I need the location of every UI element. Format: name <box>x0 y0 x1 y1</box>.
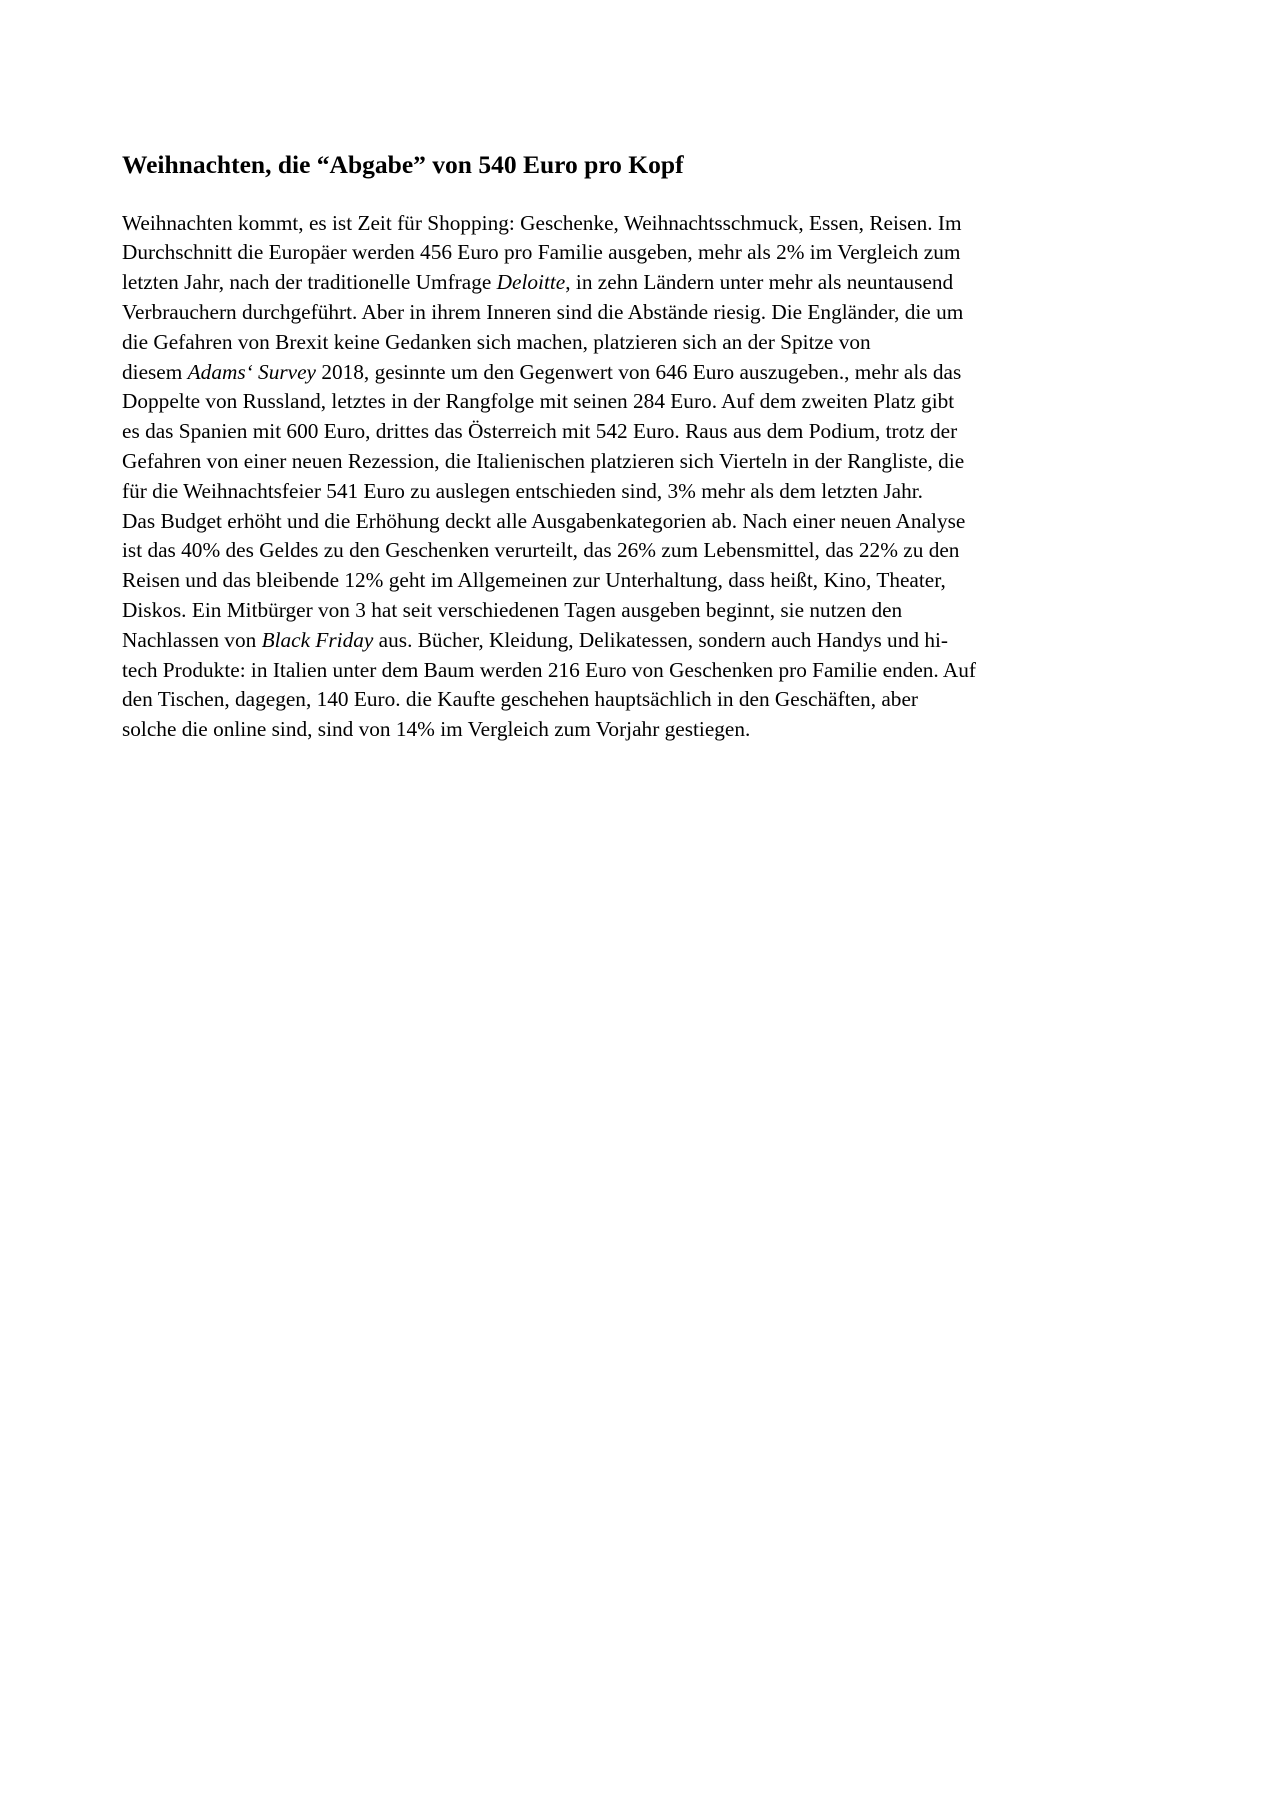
body-text-run: Gefahren von einer neuen Rezession, die Italienischen platzieren sich Vierteln in der Rangliste, die <box>122 448 965 473</box>
body-text-run: diesem <box>122 359 188 384</box>
body-text-run: Diskos. Ein Mitbürger von 3 hat seit verschiedenen Tagen ausgeben beginnt, sie nutzen den <box>122 597 903 622</box>
body-text-run: Doppelte von Russland, letztes in der Rangfolge mit seinen 284 Euro. Auf dem zweiten Platz gibt <box>122 389 955 414</box>
body-text-run: aus. Bücher, Kleidung, Delikatessen, sondern auch Handys und hi- <box>373 627 948 652</box>
body-line <box>122 507 1167 537</box>
body-text-run: Reisen und das bleibende 12% geht im Allgemeinen zur Unterhaltung, dass heißt, Kino, Theater, <box>122 568 946 593</box>
document-body <box>122 209 1167 745</box>
body-line <box>122 536 1167 566</box>
body-line <box>122 298 1167 328</box>
italic-text: Adams‘ Survey <box>187 359 316 384</box>
body-text-run: Durchschnitt die Europäer werden 456 Euro pro Familie ausgeben, mehr als 2% im Vergleich zum <box>122 240 961 265</box>
body-text-run: 2018, gesinnte um den Gegenwert von 646 Euro auszugeben., mehr als das <box>316 359 962 384</box>
body-line <box>122 417 1167 447</box>
body-line <box>122 477 1167 507</box>
body-text-run: Nachlassen von <box>122 627 262 652</box>
italic-text: Black Friday <box>261 627 374 652</box>
body-text-run: letzten Jahr, nach der traditionelle Umfrage <box>122 270 497 295</box>
body-line <box>122 715 1167 745</box>
body-line <box>122 209 1167 239</box>
body-text-run: es das Spanien mit 600 Euro, drittes das Österreich mit 542 Euro. Raus aus dem Podium, trotz der <box>122 419 958 444</box>
document-content <box>122 150 1167 745</box>
body-text-run: solche die online sind, sind von 14% im Vergleich zum Vorjahr gestiegen. <box>122 717 751 742</box>
body-text-run: den Tischen, dagegen, 140 Euro. die Kaufte geschehen hauptsächlich in den Geschäften, aber <box>122 687 919 712</box>
body-text-run: , in zehn Ländern unter mehr als neuntausend <box>565 270 954 295</box>
body-line <box>122 387 1167 417</box>
body-line <box>122 596 1167 626</box>
body-line <box>122 566 1167 596</box>
body-text-run: Weihnachten kommt, es ist Zeit für Shopping: Geschenke, Weihnachtsschmuck, Essen, Reisen. Im <box>122 210 962 235</box>
body-text-run: Verbrauchern durchgeführt. Aber in ihrem Inneren sind die Abstände riesig. Die Engländer, die um <box>122 299 964 324</box>
body-line <box>122 328 1167 358</box>
body-text-run: tech Produkte: in Italien unter dem Baum werden 216 Euro von Geschenken pro Familie enden. Auf <box>122 657 977 682</box>
body-line <box>122 238 1167 268</box>
body-text-run: Das Budget erhöht und die Erhöhung deckt alle Ausgabenkategorien ab. Nach einer neuen Analyse <box>122 508 966 533</box>
body-text-run: die Gefahren von Brexit keine Gedanken sich machen, platzieren sich an der Spitze von <box>122 329 871 354</box>
body-line <box>122 656 1167 686</box>
body-text-run: für die Weihnachtsfeier 541 Euro zu auslegen entschieden sind, 3% mehr als dem letzten Jahr. <box>122 478 923 503</box>
italic-text: Deloitte <box>496 270 566 295</box>
body-line <box>122 358 1167 388</box>
body-line <box>122 447 1167 477</box>
body-line <box>122 685 1167 715</box>
document-title: Weihnachten, die “Abgabe” von 540 Euro pro Kopf <box>122 150 684 179</box>
body-line <box>122 626 1167 656</box>
body-text-run: ist das 40% des Geldes zu den Geschenken verurteilt, das 26% zum Lebensmittel, das 22% zu den <box>122 538 960 563</box>
body-line <box>122 268 1167 298</box>
